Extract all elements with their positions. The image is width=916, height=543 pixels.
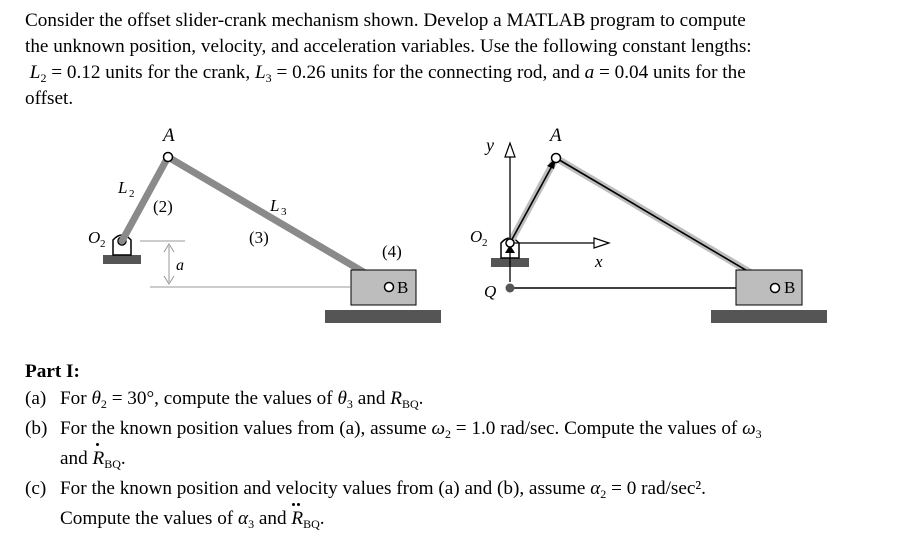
subscript: BQ: [401, 397, 419, 411]
question-c-label: (c): [25, 478, 47, 499]
symbol-omega: ω: [431, 418, 445, 439]
point-q: [506, 284, 515, 293]
x-axis-arrow: [594, 238, 609, 248]
subscript: 2: [600, 487, 607, 501]
symbol-omega: ω: [742, 418, 756, 439]
label-x: x: [595, 252, 603, 271]
pin-a-right: [552, 154, 561, 163]
symbol-theta: θ: [91, 388, 101, 409]
label-l2-sub: 2: [129, 188, 135, 200]
label-b-right: B: [784, 278, 796, 297]
intro-text: = 0.04 units for the: [594, 62, 746, 83]
question-text: For the known position values from (a), assume: [60, 418, 432, 439]
subscript: BQ: [303, 517, 320, 531]
right-mechanism-diagram: [470, 125, 827, 323]
question-text: = 1.0 rad/sec. Compute the values of: [451, 418, 743, 439]
label-o2-sub-right: 2: [482, 237, 488, 249]
question-text: .: [319, 508, 325, 529]
label-l3-left: L: [270, 196, 280, 215]
ground-o2: [103, 255, 141, 264]
symbol-r: R: [390, 388, 402, 409]
symbol-a: a: [584, 62, 595, 83]
intro-text: = 0.12 units for the crank,: [46, 62, 255, 83]
intro-line-2: the unknown position, velocity, and acceleration variables. Use the following constant lengths:: [25, 36, 752, 57]
vector-r2: [510, 166, 552, 243]
intro-text: = 0.26 units for the connecting rod, and: [271, 62, 585, 83]
label-q: Q: [484, 282, 497, 301]
subscript: 3: [248, 517, 255, 531]
question-b: [25, 414, 905, 474]
label-link4: (4): [382, 242, 402, 261]
symbol-alpha: α: [237, 508, 249, 529]
symbol-L: L: [254, 62, 266, 83]
connecting-rod: [168, 157, 389, 287]
question-c: [25, 474, 905, 534]
symbol-alpha: α: [590, 478, 601, 499]
question-text: .: [418, 388, 424, 409]
symbol-r-ddot: R: [291, 504, 303, 534]
question-a-label: (a): [25, 388, 47, 409]
label-y: y: [486, 135, 494, 155]
pin-a: [164, 153, 173, 162]
part-title: Part I:: [25, 361, 80, 382]
subscript: 3: [755, 427, 762, 441]
question-text: For: [60, 388, 92, 409]
vector-r3: [556, 158, 766, 282]
intro-line-1: Consider the offset slider-crank mechanism shown. Develop a MATLAB program to compute: [25, 10, 746, 31]
slider-ground-right: [711, 310, 827, 323]
pin-b-right: [771, 284, 780, 293]
subscript: 3: [265, 71, 272, 85]
label-a-left: A: [163, 125, 175, 146]
symbol-theta: θ: [337, 388, 347, 409]
subscript: 3: [346, 397, 353, 411]
question-text: and: [352, 388, 391, 409]
question-text: = 30°, compute the values of: [106, 388, 338, 409]
question-text: = 0 rad/sec².: [606, 478, 706, 499]
slider-ground: [325, 310, 441, 323]
pin-b: [385, 283, 394, 292]
left-mechanism-diagram: [88, 125, 441, 323]
question-text: Compute the values of: [60, 508, 238, 529]
question-text: .: [120, 448, 126, 469]
label-b-left: B: [397, 278, 409, 297]
label-link3: (3): [249, 228, 269, 247]
y-axis-arrow: [505, 143, 515, 157]
label-l3-sub: 3: [281, 206, 287, 218]
pivot-o2-right: [506, 239, 514, 247]
question-text: and: [254, 508, 292, 529]
label-link2: (2): [153, 197, 173, 216]
subscript: BQ: [104, 457, 121, 471]
symbol-r-dot: R: [93, 444, 105, 474]
label-l2-left: L: [118, 178, 128, 197]
question-a: [25, 384, 905, 414]
subscript: 2: [445, 427, 451, 441]
label-a-right: A: [550, 125, 562, 146]
subscript: 2: [100, 397, 107, 411]
question-section: [25, 360, 905, 534]
question-text: and: [60, 448, 93, 469]
label-o2-right: O: [470, 227, 483, 246]
label-offset-a: a: [176, 257, 184, 274]
question-text: For the known position and velocity values from (a) and (b), assume: [60, 478, 591, 499]
question-b-label: (b): [25, 418, 48, 439]
subscript: 2: [40, 71, 47, 85]
intro-line-4: offset.: [25, 88, 74, 109]
label-o2-sub: 2: [100, 238, 106, 250]
symbol-L: L: [29, 62, 41, 83]
label-o2-left: O: [88, 228, 101, 247]
